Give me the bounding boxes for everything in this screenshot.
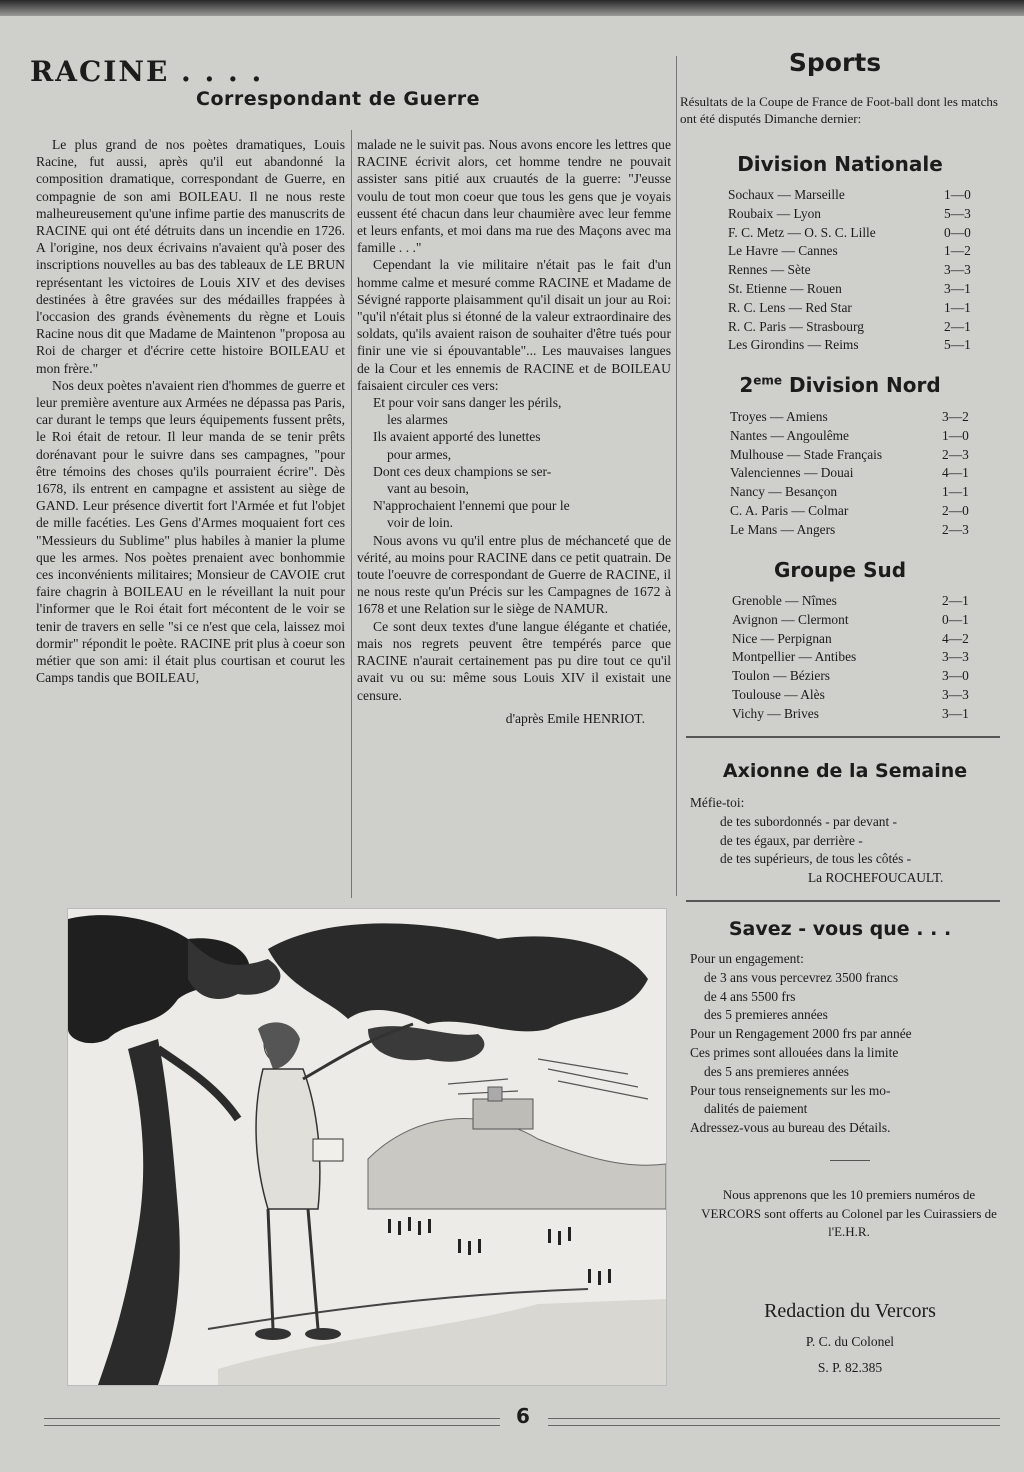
verse-line: vant au besoin, xyxy=(387,481,469,497)
group-title-sup: eme xyxy=(753,373,783,388)
short-divider xyxy=(830,1160,870,1161)
group-title-num: 2 xyxy=(739,373,754,397)
result-match: Le Havre — Cannes xyxy=(728,243,838,259)
verse-line: Et pour voir sans danger les périls, xyxy=(373,395,562,411)
result-match: Sochaux — Marseille xyxy=(728,187,845,202)
result-row xyxy=(732,592,978,611)
article-paragraph: Nos deux poètes n'avaient rien d'hommes de guerre et leur première aventure aux Armées ne dépassa pas Paris, car durant le temps que leurs équipements fussent prêts, le Roi était de retour. Il leur manda de se tenir prêts dorénavant pour le suivre dans ses campagnes, "pour être témoins des choses qu'ils pourraient écrire". Dès 1678, ils entrent en campagne et assistent au siège de GAND. Leur présence divertit fort l'Armée et fut l'objet de mille facéties. Les Gens d'Armes moquaient fort ces "Messieurs du Sublime" plus habiles à manier la plume que les armes. Nos poètes prenaient avec bonhommie ces inconvénients militaires; Monsieur de CAVOIE crut faire chagrin à BOILEAU en le réveillant la nuit pour l'informer que le Roi était fort mécontent de le voir se tenir de travers en selle "si ce n'est que cela, laissez moi dormir" répondit le poète. RACINE prit plus à coeur son métier que son ami: il était plus courtisan et courut les Camps tandis que BOILEAU, xyxy=(36,377,345,686)
savez-line: de 3 ans vous percevrez 3500 francs xyxy=(704,969,899,985)
result-match: Toulouse — Alès xyxy=(732,686,825,702)
axiome-line: de tes subordonnés - par devant - xyxy=(720,813,898,829)
section-divider xyxy=(686,900,1000,902)
result-score: 2—1 xyxy=(942,593,969,608)
results-division-nationale xyxy=(728,186,980,355)
result-match: Vichy — Brives xyxy=(732,705,819,721)
savez-line: Pour tous renseignements sur les mo- xyxy=(690,1082,891,1098)
result-match: Nancy — Besançon xyxy=(730,484,838,500)
result-score: 1—0 xyxy=(942,427,969,443)
article-subtitle: Correspondant de Guerre xyxy=(196,88,480,110)
savez-title: Savez - vous que . . . xyxy=(728,918,952,940)
result-score: 3—3 xyxy=(944,262,971,278)
axiome-block xyxy=(690,794,1000,888)
result-match: R. C. Paris — Strasbourg xyxy=(728,318,864,334)
result-score: 2—3 xyxy=(942,521,969,537)
verse-line: les alarmes xyxy=(387,412,448,428)
result-match: Avignon — Clermont xyxy=(732,611,849,627)
result-match: Toulon — Béziers xyxy=(732,668,830,684)
column-divider xyxy=(676,56,677,896)
savez-line: Adressez-vous au bureau des Détails. xyxy=(690,1120,891,1136)
savez-line: dalités de paiement xyxy=(704,1101,808,1117)
article-paragraph: Ce sont deux textes d'une langue élégante et chatiée, mais nos regrets peuvent être tempérés parce que RACINE n'aurait certainement pas pu dire tout ce qu'il avait vu ou su: même sous Louis XIV il existait une censure. xyxy=(357,618,671,703)
savez-line: Ces primes sont allouées dans la limite xyxy=(690,1044,899,1060)
result-match: Nice — Perpignan xyxy=(732,630,832,646)
axiome-line: de tes égaux, par derrière - xyxy=(720,832,863,848)
result-score: 3—1 xyxy=(944,280,971,296)
results-groupe-sud xyxy=(732,592,978,724)
result-score: 1—0 xyxy=(944,187,971,202)
article-paragraph: malade ne le suivit pas. Nous avons encore les lettres que RACINE écrivit alors, cet homme tendre ne pouvait assister sans pitié aux cruautés de la guerre: "J'eusse voulu de tout mon coeur que tous les gens que je voyais eussent été chacun dans leur chaumière avec leur femme et leurs enfants, et moi dans ma rue des Maçons avec ma famille . . ." xyxy=(357,137,671,256)
result-match: Rennes — Sète xyxy=(728,262,811,278)
group-title-groupe-sud: Groupe Sud xyxy=(773,558,907,582)
result-score: 3—0 xyxy=(942,668,969,684)
redaction-line: S. P. 82.385 xyxy=(817,1360,883,1375)
result-row xyxy=(732,686,978,705)
result-row xyxy=(730,427,978,446)
redaction-line: P. C. du Colonel xyxy=(805,1334,895,1349)
article-paragraph: Le plus grand de nos poètes dramatiques, Louis Racine, fut aussi, après qu'il eut abandonné la composition dramatique, correspondant de Guerre, en compagnie de son ami BOILEAU. Il ne nous reste malheureusement qu'une infime partie des manuscrits de RACINE qui ont été détruits dans un incendie en 1726. A l'origine, nos deux écrivains n'avaient qu'à poser des inscriptions nouvelles au bas des tableaux de LE BRUN représentant les victoires de Louis XIV et des devises destinées à être gravées sur des médailles frappées à l'occasion des grands évènements du règne et Louis Racine nous dit que Madame de Maintenon "proposa au Roi de charger et d'écrire cette histoire BOILEAU et mon frère." xyxy=(36,137,345,376)
result-score: 3—2 xyxy=(942,409,969,424)
result-row xyxy=(730,521,978,540)
savez-line: Pour un engagement: xyxy=(690,951,804,966)
result-score: 0—0 xyxy=(944,224,971,240)
article-paragraph: Cependant la vie militaire n'était pas le fait d'un homme calme et mesuré comme RACINE et Madame de Sévigné rapporte plaisamment qu'il disait un jour au Roi: "qu'il n'était plus si étonné de la valeur extraordinaire des soldats, qu'ils avaient raison de souhaiter d'être tués pour finir une vie si épouvantable"... Les mauvaises langues de la Cour et les ennemis de RACINE et de BOILEAU faisaient circuler ces vers: xyxy=(357,257,671,393)
article-column-1 xyxy=(36,136,345,687)
result-score: 5—1 xyxy=(944,337,971,353)
result-score: 1—2 xyxy=(944,243,971,259)
article-column-2 xyxy=(357,136,671,727)
result-score: 2—0 xyxy=(942,502,969,518)
result-score: 5—3 xyxy=(944,205,971,221)
result-row xyxy=(728,186,980,205)
result-match: Roubaix — Lyon xyxy=(728,205,821,221)
result-row xyxy=(730,446,978,465)
result-match: Le Mans — Angers xyxy=(730,521,836,537)
verse-line: voir de loin. xyxy=(387,515,454,531)
page-number: 6 xyxy=(516,1404,530,1428)
result-row xyxy=(728,242,980,261)
column-divider xyxy=(351,130,352,898)
results-division-nord xyxy=(730,408,978,540)
savez-block xyxy=(690,950,1006,1138)
result-match: St. Etienne — Rouen xyxy=(728,280,842,296)
result-match: C. A. Paris — Colmar xyxy=(730,502,849,518)
result-match: Nantes — Angoulême xyxy=(730,427,850,443)
result-match: Les Girondins — Reims xyxy=(728,337,859,353)
savez-line: Pour un Rengagement 2000 frs par année xyxy=(690,1026,912,1042)
verse-line: Dont ces deux champions se ser- xyxy=(373,463,552,479)
result-row xyxy=(732,630,978,649)
illustration-racine-siege xyxy=(67,908,667,1386)
result-row xyxy=(732,667,978,686)
result-score: 3—3 xyxy=(942,686,969,702)
result-row xyxy=(728,318,980,337)
savez-line: des 5 premieres années xyxy=(704,1007,828,1023)
result-row xyxy=(728,336,980,355)
result-row xyxy=(730,502,978,521)
result-score: 4—2 xyxy=(942,630,969,646)
top-edge xyxy=(0,0,1024,16)
axiome-lead: Méfie-toi: xyxy=(690,795,745,810)
savez-line: de 4 ans 5500 frs xyxy=(704,988,796,1004)
article-signature: d'après Emile HENRIOT. xyxy=(505,710,645,726)
article-title: RACINE . . . . xyxy=(30,55,264,88)
group-title-division-nationale: Division Nationale xyxy=(737,152,943,176)
article-paragraph: Nous avons vu qu'il entre plus de méchanceté que de vérité, au moins pour RACINE dans ce petit quatrain. De toute l'oeuvre de correspondant de Guerre de RACINE, il ne nous reste qu'un Précis sur les Campagnes de 1672 à 1678 et une Relation sur le siège de NAMUR. xyxy=(357,532,671,617)
result-score: 4—1 xyxy=(942,465,969,481)
illustration-drawing xyxy=(68,909,666,1385)
sports-intro: Résultats de la Coupe de France de Foot-ball dont les matchs ont été disputés Dimanche dernier: xyxy=(680,94,998,126)
result-score: 3—1 xyxy=(942,705,969,721)
vercors-notice: Nous apprenons que les 10 premiers numéros de VERCORS sont offerts au Colonel par les Cuirassiers de l'E.H.R. xyxy=(701,1187,997,1239)
axiome-line: de tes supérieurs, de tous les côtés - xyxy=(720,851,912,867)
group-title-division-nord xyxy=(690,373,990,397)
verse-line: Ils avaient apporté des lunettes xyxy=(373,429,541,445)
result-score: 0—1 xyxy=(942,611,969,627)
footer-rule xyxy=(44,1418,500,1426)
result-row xyxy=(728,261,980,280)
verse-line: N'approchaient l'ennemi que pour le xyxy=(373,498,570,514)
result-row xyxy=(732,611,978,630)
result-row xyxy=(728,280,980,299)
result-match: Mulhouse — Stade Français xyxy=(730,446,883,462)
result-row xyxy=(730,464,978,483)
result-row xyxy=(728,299,980,318)
savez-line: des 5 ans premieres années xyxy=(704,1063,850,1079)
sports-title: Sports xyxy=(788,48,882,77)
verse-line: pour armes, xyxy=(387,446,452,462)
axiome-title: Axionne de la Semaine xyxy=(722,760,968,782)
result-match: F. C. Metz — O. S. C. Lille xyxy=(728,224,876,240)
group-title-rest: Division Nord xyxy=(782,373,941,397)
result-match: Troyes — Amiens xyxy=(730,409,828,424)
result-match: Valenciennes — Douai xyxy=(730,465,854,481)
result-match: Montpellier — Antibes xyxy=(732,649,857,665)
result-score: 3—3 xyxy=(942,649,969,665)
result-match: Grenoble — Nîmes xyxy=(732,593,837,608)
result-score: 2—3 xyxy=(942,446,969,462)
redaction-title: Redaction du Vercors xyxy=(764,1300,936,1322)
result-row xyxy=(732,648,978,667)
result-row xyxy=(732,705,978,724)
result-row xyxy=(730,408,978,427)
result-score: 2—1 xyxy=(944,318,971,334)
result-row xyxy=(730,483,978,502)
section-divider xyxy=(686,736,1000,738)
result-row xyxy=(728,205,980,224)
result-match: R. C. Lens — Red Star xyxy=(728,299,852,315)
footer-rule xyxy=(548,1418,1000,1426)
result-row xyxy=(728,224,980,243)
axiome-author: La ROCHEFOUCAULT. xyxy=(808,870,944,886)
result-score: 1—1 xyxy=(944,299,971,315)
result-score: 1—1 xyxy=(942,484,969,500)
